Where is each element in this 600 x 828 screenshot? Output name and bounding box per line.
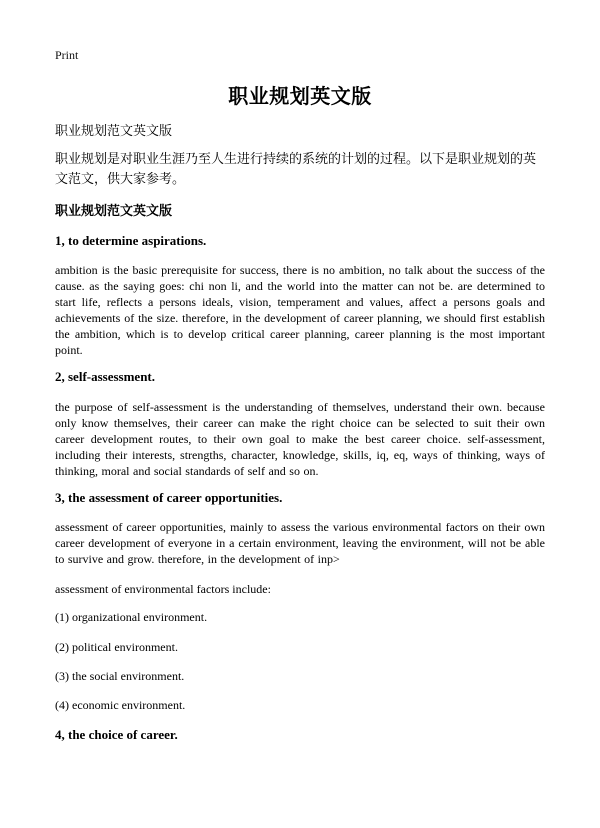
print-link[interactable]: Print: [55, 48, 79, 62]
document-title: 职业规划英文版: [228, 84, 372, 108]
factor-item: (4) economic environment.: [55, 698, 186, 712]
section-2-paragraph: the purpose of self-assessment is the understanding of themselves, understand their own. because only know themselves, their career can make the right choice can be selected to suit their own career development routes, to their own goal to make the best career choice. self-assessment, including their interests, strengths, character, knowledge, skills, iq, eq, ways of thinking, ways of thinking, moral and social standards of self and so on.: [55, 400, 545, 478]
factor-item: (3) the social environment.: [55, 669, 185, 683]
section-4-heading: 4, the choice of career.: [55, 727, 178, 742]
factor-item: (2) political environment.: [55, 640, 178, 654]
factor-item: (1) organizational environment.: [55, 610, 208, 624]
section-2-heading: 2, self-assessment.: [55, 369, 156, 384]
section-3-heading: 3, the assessment of career opportunities.: [55, 490, 283, 505]
factors-intro: assessment of environmental factors include:: [55, 582, 271, 596]
intro-paragraph: 职业规划是对职业生涯乃至人生进行持续的系统的计划的过程。以下是职业规划的英文范文，供大家参考。: [55, 152, 537, 187]
section-1-heading: 1, to determine aspirations.: [55, 233, 207, 248]
document-subtitle: 职业规划范文英文版: [55, 124, 173, 139]
section-3-paragraph: assessment of career opportunities, mainly to assess the various environmental factors on their own career development of everyone in a certain environment, leaving the environment, will not be able to survive and grow. therefore, in the development of inp>: [55, 520, 545, 566]
section-1-paragraph: ambition is the basic prerequisite for success, there is no ambition, no talk about the success of the cause. as the saying goes: chi non li, and the world into the matter can not be. are determined to start life, reflects a persons ideals, vision, temperament and values, affect a persons goals and achievements of the size. therefore, in the development of career planning, we should first establish the ambition, which is to develop critical career planning, career planning is the most important point.: [55, 263, 545, 357]
section-heading: 职业规划范文英文版: [55, 204, 173, 219]
